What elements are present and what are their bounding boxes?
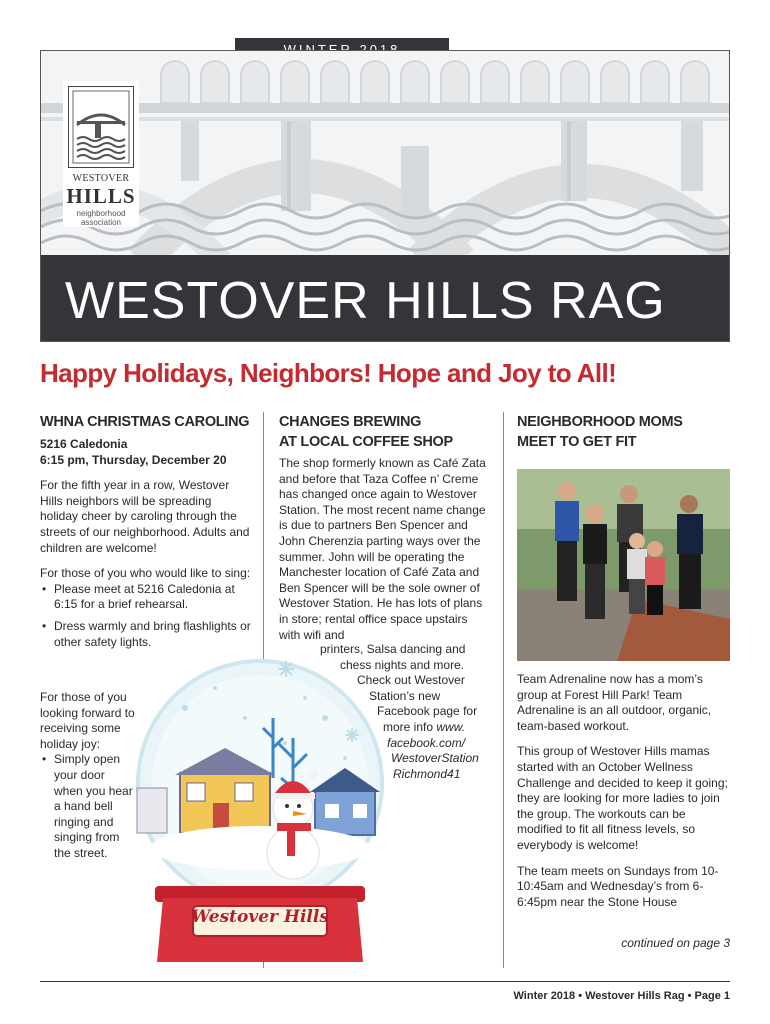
facebook-link-part1[interactable]: www. xyxy=(436,719,466,734)
globe-label: Westover Hills xyxy=(191,907,329,927)
main-headline: Happy Holidays, Neighbors! Hope and Joy to All! xyxy=(40,358,617,388)
column-divider xyxy=(503,412,504,968)
continued-note: continued on page 3 xyxy=(621,936,730,950)
caroling-intro: For the fifth year in a row, Westover Hills neighbors will be spreading holiday cheer by caroling through the streets of our neighborhood. Adults and children are welcome! xyxy=(40,478,250,555)
moms-paragraph-3: The team meets on Sundays from 10-10:45am and Wednesday’s from 6-6:45pm near the Stone House xyxy=(517,863,719,909)
caroling-joy-intro: For those of you looking forward to receiving some holiday joy: xyxy=(40,690,135,751)
caroling-article-cont xyxy=(40,690,136,868)
coffee-paragraph: The shop formerly known as Café Zata and before that Taza Coffee n’ Creme has changed once again to Westover Station. The most recent name change is due to partners Ben Spencer and John Cherenzia parting ways over the summer. John will be operating the Manchester location of Café Zata and Ben Spencer will be the sole owner of Westover Station. He has lots of plans in store; rental office space upstairs with wifi and xyxy=(279,456,486,642)
snow-globe-illustration xyxy=(125,648,395,968)
coffee-article xyxy=(279,456,491,643)
moms-heading: NEIGHBORHOOD MOMS MEET TO GET FIT xyxy=(517,414,683,450)
facebook-link-part2[interactable]: facebook.com/ xyxy=(387,735,466,750)
moms-paragraph-1: Team Adrenaline now has a mom’s group at Forest Hill Park! Team Adrenaline is an all outdoor, organic, team-based workout. xyxy=(517,672,712,733)
caroling-address: 5216 Caledonia xyxy=(40,437,128,451)
moms-paragraph-2: This group of Westover Hills mamas started with an October Wellness Challenge and decided to keep it going; they are looking for more ladies to join the group. The workouts can be modified to fit all fitness levels, so everybody is welcome! xyxy=(517,744,728,852)
moms-article xyxy=(517,672,730,920)
caroling-time: 6:15 pm, Thursday, December 20 xyxy=(40,452,227,467)
footer-rule xyxy=(40,981,730,982)
logo-westover: WESTOVER xyxy=(72,173,130,184)
caroling-sing-intro: For those of you who would like to sing: xyxy=(40,566,251,581)
whna-logo xyxy=(63,81,139,227)
logo-association: neighborhood association xyxy=(76,209,126,227)
footer-text: Winter 2018 • Westover Hills Rag • Page 1 xyxy=(513,990,730,1002)
logo-hills: HILLS xyxy=(66,184,136,208)
newsletter-title: WESTOVER HILLS RAG xyxy=(65,272,666,330)
coffee-heading: CHANGES BREWING AT LOCAL COFFEE SHOP xyxy=(279,414,453,450)
coffee-article-wrap: printers, Salsa dancing and chess nights and more. Check out Westover Station’s new Facebook page for more info www. facebook.com/ WestoverStation Richmond41 xyxy=(320,642,479,781)
masthead xyxy=(40,50,730,342)
caroling-article xyxy=(40,437,252,656)
logo-emblem xyxy=(68,86,134,168)
caroling-bullet-dress: • Dress warmly and bring flashlights or other safety lights. xyxy=(40,619,252,650)
facebook-link-part3[interactable]: WestoverStation xyxy=(391,751,479,766)
facebook-link-part4[interactable]: Richmond41 xyxy=(393,766,461,781)
bridge-illustration xyxy=(41,51,730,261)
caroling-heading: WHNA CHRISTMAS CAROLING xyxy=(40,414,250,430)
caroling-bullet-meet: • Please meet at 5216 Caledonia at 6:15 for a brief rehearsal. xyxy=(40,582,252,613)
caroling-bullet-door: • Simply open your door when you hear a hand bell ringing and singing from the street. xyxy=(40,752,136,861)
moms-group-photo xyxy=(517,469,730,661)
